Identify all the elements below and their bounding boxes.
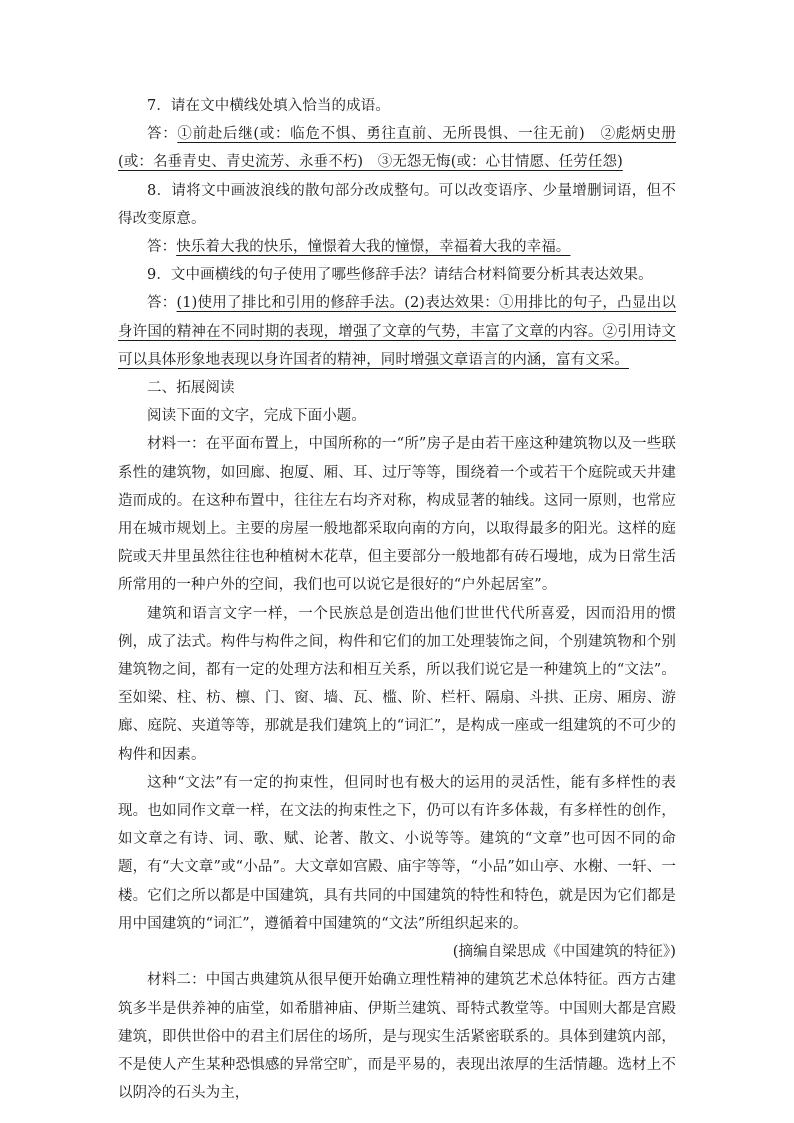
material-1-paragraph-1: 材料一：在平面布置上，中国所称的一“所”房子是由若干座这种建筑物以及一些联系性的建筑物，如回廊、抱厦、厢、耳、过厅等等，围绕着一个或若干个庭院或天井建造而成的。在这种布置中，往往左右均齐对称，构成显著的轴线。这同一原则，也常应用在城市规划上。主要的房屋一般地都采取向南的方向，以取得最多的阳光。这样的庭院或天井里虽然往往也种植树木花草，但主要部分一般地都有砖石墁地，成为日常生活所常用的一种户外的空间，我们也可以说它是很好的“户外起居室”。: [118, 436, 676, 594]
material-1-paragraph-3: 这种“文法”有一定的拘束性，但同时也有极大的运用的灵活性，能有多样性的表现。也如同作文章一样，在文法的拘束性之下，仍可以有许多体裁，有多样性的创作，如文章之有诗、词、歌、赋、论著、散文、小说等等。建筑的“文章”也可因不同的命题，有“大文章”或“小品”。大文章如宫殿、庙宇等等，“小品”如山亭、水榭、一轩、一楼。它们之所以都是中国建筑，具有共同的中国建筑的特性和特色，就是因为它们都是用中国建筑的“词汇”，遵循着中国建筑的“文法”所组织起来的。: [118, 774, 676, 932]
answer-9: [118, 289, 676, 374]
answer-8: [118, 233, 676, 261]
question-9: 9．文中画横线的句子使用了哪些修辞手法？请结合材料简要分析其表达效果。: [147, 267, 653, 284]
answer-label: 答：: [147, 295, 177, 312]
material-1-source: (摘编自梁思成《中国建筑的特征》): [452, 944, 676, 961]
document-page: [118, 92, 676, 1107]
material-2-paragraph-1: 材料二：中国古典建筑从很早便开始确立理性精神的建筑艺术总体特征。西方古建筑多半是供养神的庙堂，如希腊神庙、伊斯兰建筑、哥特式教堂等。中国则大都是宫殿建筑，即供世俗中的君主们居住的场所，是与现实生活紧密联系的。具体到建筑内部，不是使人产生某种恐惧感的异常空旷，而是平易的，表现出浓厚的生活情趣。选材上不以阴冷的石头为主，: [118, 972, 676, 1102]
answer-label: 答：: [147, 126, 178, 143]
question-8: 8．请将文中画波浪线的散句部分改成整句。可以改变语序、少量增删词语，但不得改变原意。: [118, 182, 676, 227]
answer-7-text: ①前赴后继(或：临危不惧、勇往直前、无所畏惧、一往无前) ②彪炳史册(或：名垂青史、青史流芳、永垂不朽) ③无怨无悔(或：心甘情愿、任劳任怨): [118, 126, 676, 171]
answer-7: [118, 120, 676, 176]
answer-8-text: 快乐着大我的快乐，憧憬着大我的憧憬，幸福着大我的幸福。: [176, 239, 571, 256]
section-heading: 二、拓展阅读: [147, 380, 235, 397]
material-1-paragraph-2: 建筑和语言文字一样，一个民族总是创造出他们世世代代所喜爱，因而沿用的惯例，成了法式。构件与构件之间，构件和它们的加工处理装饰之间，个别建筑物和个别建筑物之间，都有一定的处理方法和相互关系，所以我们说它是一种建筑上的“文法”。至如梁、柱、枋、檩、门、窗、墙、瓦、槛、阶、栏杆、隔扇、斗拱、正房、厢房、游廊、庭院、夹道等等，那就是我们建筑上的“词汇”，是构成一座或一组建筑的不可少的构件和因素。: [118, 605, 676, 763]
reading-instruction: 阅读下面的文字，完成下面小题。: [147, 408, 366, 425]
answer-9-text: (1)使用了排比和引用的修辞手法。(2)表达效果：①用排比的句子，凸显出以身许国的精神在不同时期的表现，增强了文章的气势，丰富了文章的内容。②引用诗文可以具体形象地表现以身许国者的精神，同时增强文章语言的内涵，富有文采。: [118, 295, 676, 368]
question-7: 7．请在文中横线处填入恰当的成语。: [147, 98, 390, 114]
answer-label: 答：: [147, 239, 177, 256]
